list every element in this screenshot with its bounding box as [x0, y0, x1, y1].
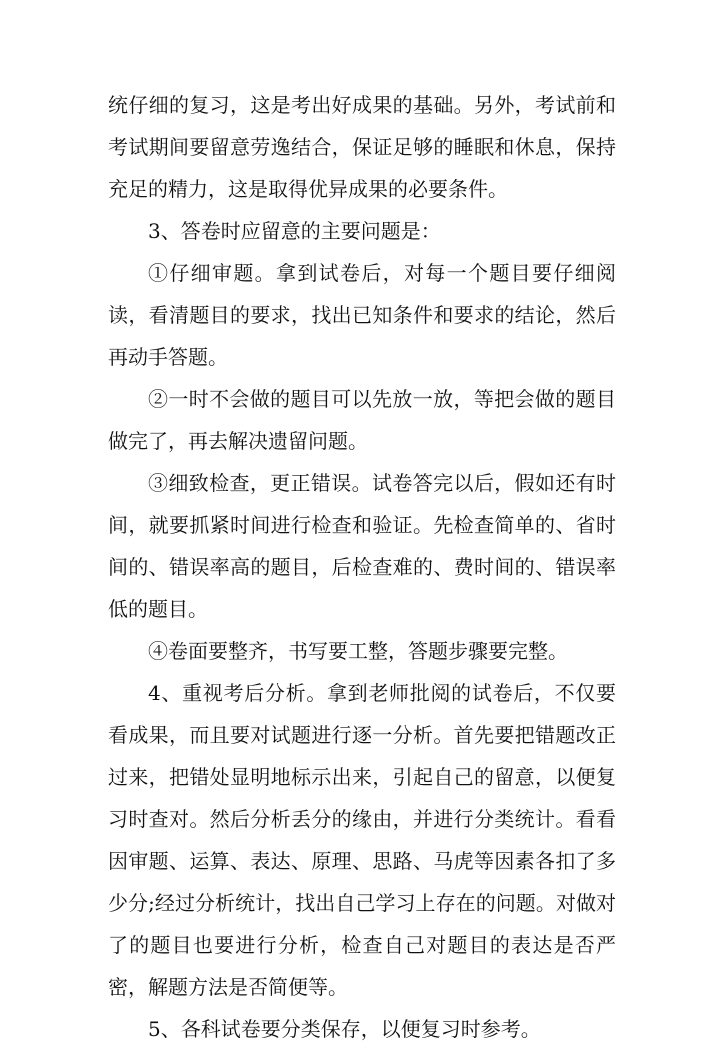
- paragraph-section-3-heading: 3、答卷时应留意的主要问题是：: [148, 219, 441, 243]
- paragraph-item-1: ①仔细审题。拿到试卷后，对每一个题目要仔细阅读，看清题目的要求，找出已知条件和要求的结论，然后再动手答题。: [108, 261, 616, 369]
- paragraph-section-5: 5、各科试卷要分类保存，以便复习时参考。: [148, 1017, 541, 1041]
- paragraph-item-3: ③细致检查，更正错误。试卷答完以后，假如还有时间，就要抓紧时间进行检查和验证。先检查简单的、省时间的、错误率高的题目，后检查难的、费时间的、错误率低的题目。: [108, 471, 616, 621]
- paragraph-item-4: ④卷面要整齐，书写要工整，答题步骤要完整。: [148, 639, 568, 663]
- paragraph-item-2: ②一时不会做的题目可以先放一放，等把会做的题目做完了，再去解决遗留问题。: [108, 387, 616, 453]
- document-body: [108, 84, 616, 1050]
- paragraph-section-4: 4、重视考后分析。拿到老师批阅的试卷后，不仅要看成果，而且要对试题进行逐一分析。首先要把错题改正过来，把错处显明地标示出来，引起自己的留意，以便复习时查对。然后分析丢分的缘由，并进行分类统计。看看因审题、运算、表达、原理、思路、马虎等因素各扣了多少分;经过分析统计，找出自己学习上存在的问题。对做对了的题目也要进行分析，检查自己对题目的表达是否严密，解题方法是否简便等。: [108, 681, 616, 999]
- paragraph-continuation: 统仔细的复习，这是考出好成果的基础。另外，考试前和考试期间要留意劳逸结合，保证足够的睡眠和休息，保持充足的精力，这是取得优异成果的必要条件。: [108, 93, 616, 201]
